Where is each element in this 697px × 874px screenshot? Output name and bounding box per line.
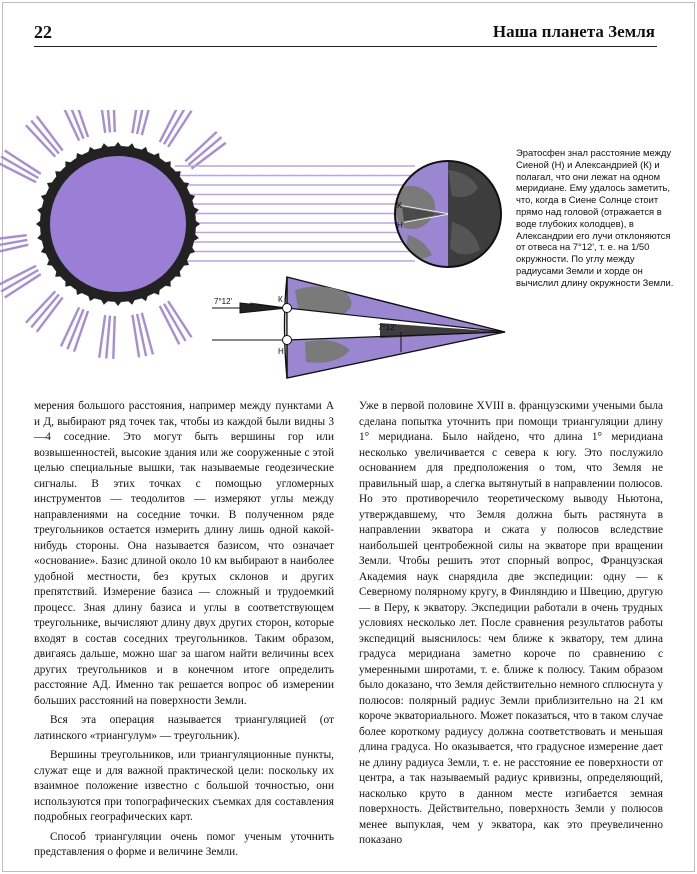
sun-ray	[142, 110, 153, 135]
header-rule	[34, 46, 657, 47]
point-h-marker	[283, 336, 292, 345]
page-number: 22	[34, 22, 52, 42]
sun-disc	[50, 156, 186, 292]
earth-label-h: Н	[397, 221, 403, 230]
sun-ray	[61, 110, 79, 141]
sun-ray	[0, 245, 28, 255]
wedge-label-h: Н	[278, 347, 284, 356]
left-paragraph: мерения большого расстояния, например между пунктами А и Д, выбирают ряд точек так, чтобы из каждой были видны 3—4 соседние. Это могут быть вершины гор или возвышенностей, высокие здания или же сооруженные с этой целью специальные вышки, так называемые геодезические сигналы. В этих точках с помощью угломерных инструментов — теодолитов — измеряют углы между направлениями на соседние точки. В полученном ряде треугольников остается измерить длину лишь одной какой-нибудь стороны. Она называется базисом, что означает «основание». Базис длиной около 10 км выбирают в наиболее удобной местности, без крутых склонов и других препятствий. Измерение базиса — сложный и трудоемкий процесс. Зная длину базиса и углы в соответствующем треугольнике, вычисляют длину двух других сторон, которые входят в состав соседних треугольников. Таким образом, двигаясь дальше, можно шаг за шагом найти величины всех других треугольников и в конечном итоге определить расстояние АД. Именно так решается вопрос об измерении больших расстояний на поверхности Земли.	[34, 400, 334, 707]
sun-ray	[113, 110, 115, 132]
point-k-marker	[283, 304, 292, 313]
earth-icon	[395, 160, 501, 268]
left-column	[34, 399, 334, 861]
earth-label-k: К	[397, 201, 402, 210]
sun-ray	[99, 315, 105, 358]
left-paragraph: Вершины треугольников, или триангуляционные пункты, служат еще и для важной практической цели: поскольку их взаимное положение известно с большой точностью, они используются при топографических съемках для составления подробных географических карт.	[34, 749, 334, 823]
angle-label-right: 7°12'	[378, 323, 397, 332]
sun-ray	[113, 316, 115, 359]
running-title: Наша планета Земля	[492, 22, 655, 41]
wedge-rays	[212, 303, 287, 340]
right-paragraph: Уже в первой половине XVIII в. французскими учеными была сделана попытка уточнить при помощи триангуляции длину 1° меридиана. Было найдено, что длина 1° меридиана несколько увеличивается с севера к югу. Это послужило основанием для предположения о том, что Земля не правильный шар, а слегка вытянутый в направлении полюсов. Но это противоречило теоретическому выводу Ньютона, утверждавшему, что Земля должна быть растянута в направлении экватора и сжата у полюсов вследствие наибольшей центробежной силы на экваторе при вращении Земли. Чтобы решить этот спорный вопрос, Французская Академия наук снарядила две экспедиции: одну — к Северному полярному кругу, в Финляндию и Швецию, другую — в Перу, к экватору. Экспедиции работали в очень трудных условиях несколько лет. После сравнения результатов работы экспедиций выяснилось: чем ближе к экватору, тем длина градуса меридиана заметно короче по сравнению с умеренными широтами, т. е. ближе к полюсу. Таким образом было доказано, что Земля действительно немного сплюснута у полюсов: полярный радиус Земли приблизительно на 21 км короче экваториального. Может показаться, что в таком случае более короткому радиусу должна соответствовать и меньшая длина градуса. Но оказывается, что градусное измерение дает не длину радиуса Земли, т. е. не расстояние ее поверхности от центра, а так называемый радиус кривизны, определяющий, насколько круто в данном месте изгибается земная поверхность. Действительно, поверхность Земли у полюсов менее выпуклая, чем у экватора, как это преувеличенно показано	[359, 400, 663, 846]
left-paragraph: Способ триангуляции очень помог ученым уточнить представления о форме и величине Земли.	[34, 830, 334, 858]
sun-ray	[106, 110, 110, 132]
sun-ray	[160, 110, 180, 142]
sun-ray	[106, 316, 110, 359]
figure-caption: Эратосфен знал расстояние между Сиеной (Н) и Александрией (К) и полагал, что они лежат на одном меридиане. Ему удалось заметить, что, когда в Сиене Солнце стоит прямо над головой (отражается в воде глубоких колодцев), в Александрии его лучи отклоняются от отвеса на 7°12', т. е. на 1/50 окружности. По углу между радиусами Земли и хорде он вычислил длину окружности Земли.	[516, 147, 674, 288]
wedge-label-k: К	[278, 295, 283, 304]
parallel-rays	[175, 166, 415, 261]
eratosthenes-figure	[0, 110, 520, 400]
left-paragraph: Вся эта операция называется триангуляцией (от латинского «триангулум» — треугольник).	[34, 714, 334, 742]
angle-label-left: 7°12'	[214, 297, 233, 306]
sun-ray	[99, 110, 105, 133]
right-column	[359, 399, 663, 849]
